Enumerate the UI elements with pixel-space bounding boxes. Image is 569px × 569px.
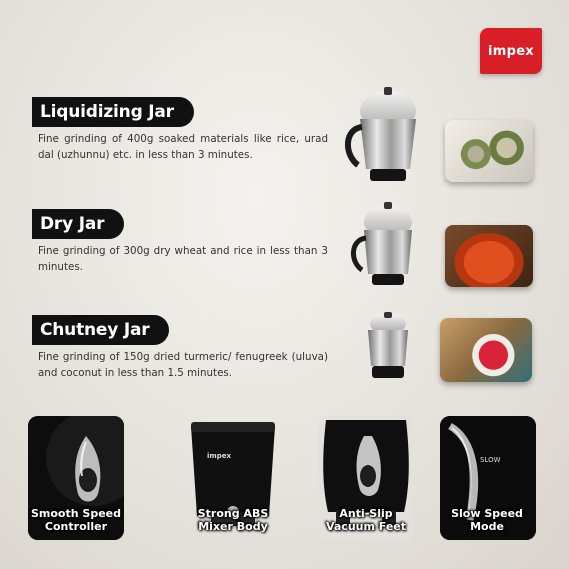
section-title: Dry Jar	[40, 214, 105, 234]
brand-logo-text: impex	[487, 43, 534, 59]
feature-label-slow-speed	[432, 507, 542, 533]
feature-label-line: Anti-Slip	[339, 507, 393, 520]
liquidizing-jar-image	[340, 85, 430, 185]
feature-label-line: Mode	[470, 520, 504, 533]
section-title: Liquidizing Jar	[40, 102, 174, 122]
feature-label-speed-controller	[21, 507, 131, 533]
slow-speed-badge: SLOW	[480, 456, 501, 464]
feature-label-line: Smooth Speed	[30, 507, 121, 520]
feature-label-line: Controller	[44, 520, 108, 533]
chilli-powder-food-image	[445, 225, 533, 287]
section-description: Fine grinding of 300g dry wheat and rice in less than 3 minutes.	[38, 245, 328, 273]
chutney-food-image	[440, 318, 532, 382]
idli-food-image	[445, 120, 533, 182]
feature-label-line: Vacuum Feet	[325, 520, 407, 533]
feature-label-line: Mixer Body	[198, 520, 268, 533]
mixer-body-badge: impex	[207, 452, 231, 460]
section-title-pill-dry	[32, 209, 124, 239]
section-description: Fine grinding of 150g dried turmeric/ fenugreek (uluva) and coconut in less than 1.5 minutes.	[38, 351, 328, 379]
dry-jar-image	[344, 198, 428, 290]
feature-label-line: Slow Speed	[451, 507, 523, 520]
chutney-jar-image	[358, 310, 418, 382]
section-description: Fine grinding of 400g soaked materials like rice, urad dal (uzhunnu) etc. in less than 3 minutes.	[38, 133, 328, 161]
feature-label-line: Strong ABS	[197, 507, 269, 520]
brand-logo	[480, 28, 542, 74]
section-title-pill-liquidizing	[32, 97, 194, 127]
feature-label-abs-body	[178, 507, 288, 533]
section-title: Chutney Jar	[40, 320, 150, 340]
section-title-pill-chutney	[32, 315, 169, 345]
feature-label-vacuum-feet	[311, 507, 421, 533]
